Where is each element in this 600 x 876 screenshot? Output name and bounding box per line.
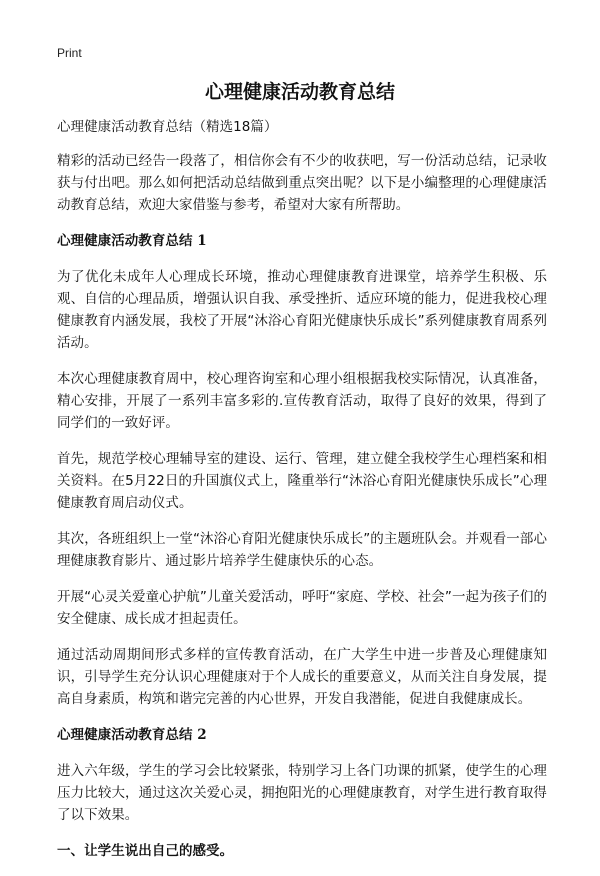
document-subtitle: 心理健康活动教育总结（精选18篇） — [57, 119, 278, 135]
section1-paragraph: 为了优化未成年人心理成长环境，推动心理健康教育进课堂，培养学生积极、乐观、自信的心理品质，增强认识自我、承受挫折、适应环境的能力，促进我校心理健康教育内涵发展，我校了开展“沐浴心育阳光健康快乐成长”系列健康教育周系列活动。 — [57, 269, 547, 351]
intro-paragraph: 精彩的活动已经告一段落了，相信你会有不少的收获吧，写一份活动总结，记录收获与付出吧。那么如何把活动总结做到重点突出呢？以下是小编整理的心理健康活动教育总结，欢迎大家借鉴与参考，希望对大家有所帮助。 — [57, 153, 547, 213]
document-body — [57, 116, 547, 876]
section-heading-2: 心理健康活动教育总结 2 — [57, 727, 207, 743]
section1-paragraph: 开展“心灵关爱童心护航”儿童关爱活动，呼吁“家庭、学校、社会”一起为孩子们的安全健康、成长成才担起责任。 — [57, 589, 547, 627]
section1-paragraph: 首先，规范学校心理辅导室的建设、运行、管理，建立健全我校学生心理档案和相关资料。在5月22日的升国旗仪式上，隆重举行“沐浴心育阳光健康快乐成长”心理健康教育周启动仪式。 — [57, 451, 547, 511]
section2-paragraph: 进入六年级，学生的学习会比较紧张，特别学习上各门功课的抓紧，使学生的心理压力比较大，通过这次关爱心灵，拥抱阳光的心理健康教育，对学生进行教育取得了以下效果。 — [57, 763, 547, 823]
section1-paragraph: 其次，各班组织上一堂“沐浴心育阳光健康快乐成长”的主题班队会。并观看一部心理健康教育影片、通过影片培养学生健康快乐的心态。 — [57, 531, 547, 569]
section1-paragraph: 本次心理健康教育周中，校心理咨询室和心理小组根据我校实际情况，认真准备，精心安排，开展了一系列丰富多彩的.宣传教育活动，取得了良好的效果，得到了同学们的一致好评。 — [57, 371, 547, 431]
section2-subheading: 一、让学生说出自己的感受。 — [57, 843, 234, 859]
print-link[interactable]: Print — [57, 46, 82, 60]
page-title: 心理健康活动教育总结 — [204, 81, 395, 103]
section1-paragraph: 通过活动周期间形式多样的宣传教育活动，在广大学生中进一步普及心理健康知识，引导学生充分认识心理健康对于个人成长的重要意义，从而关注自身发展，提高自身素质，构筑和谐完完善的内心世界，开发自我潜能，促进自我健康成长。 — [57, 647, 547, 707]
section-heading-1: 心理健康活动教育总结 1 — [57, 233, 207, 249]
